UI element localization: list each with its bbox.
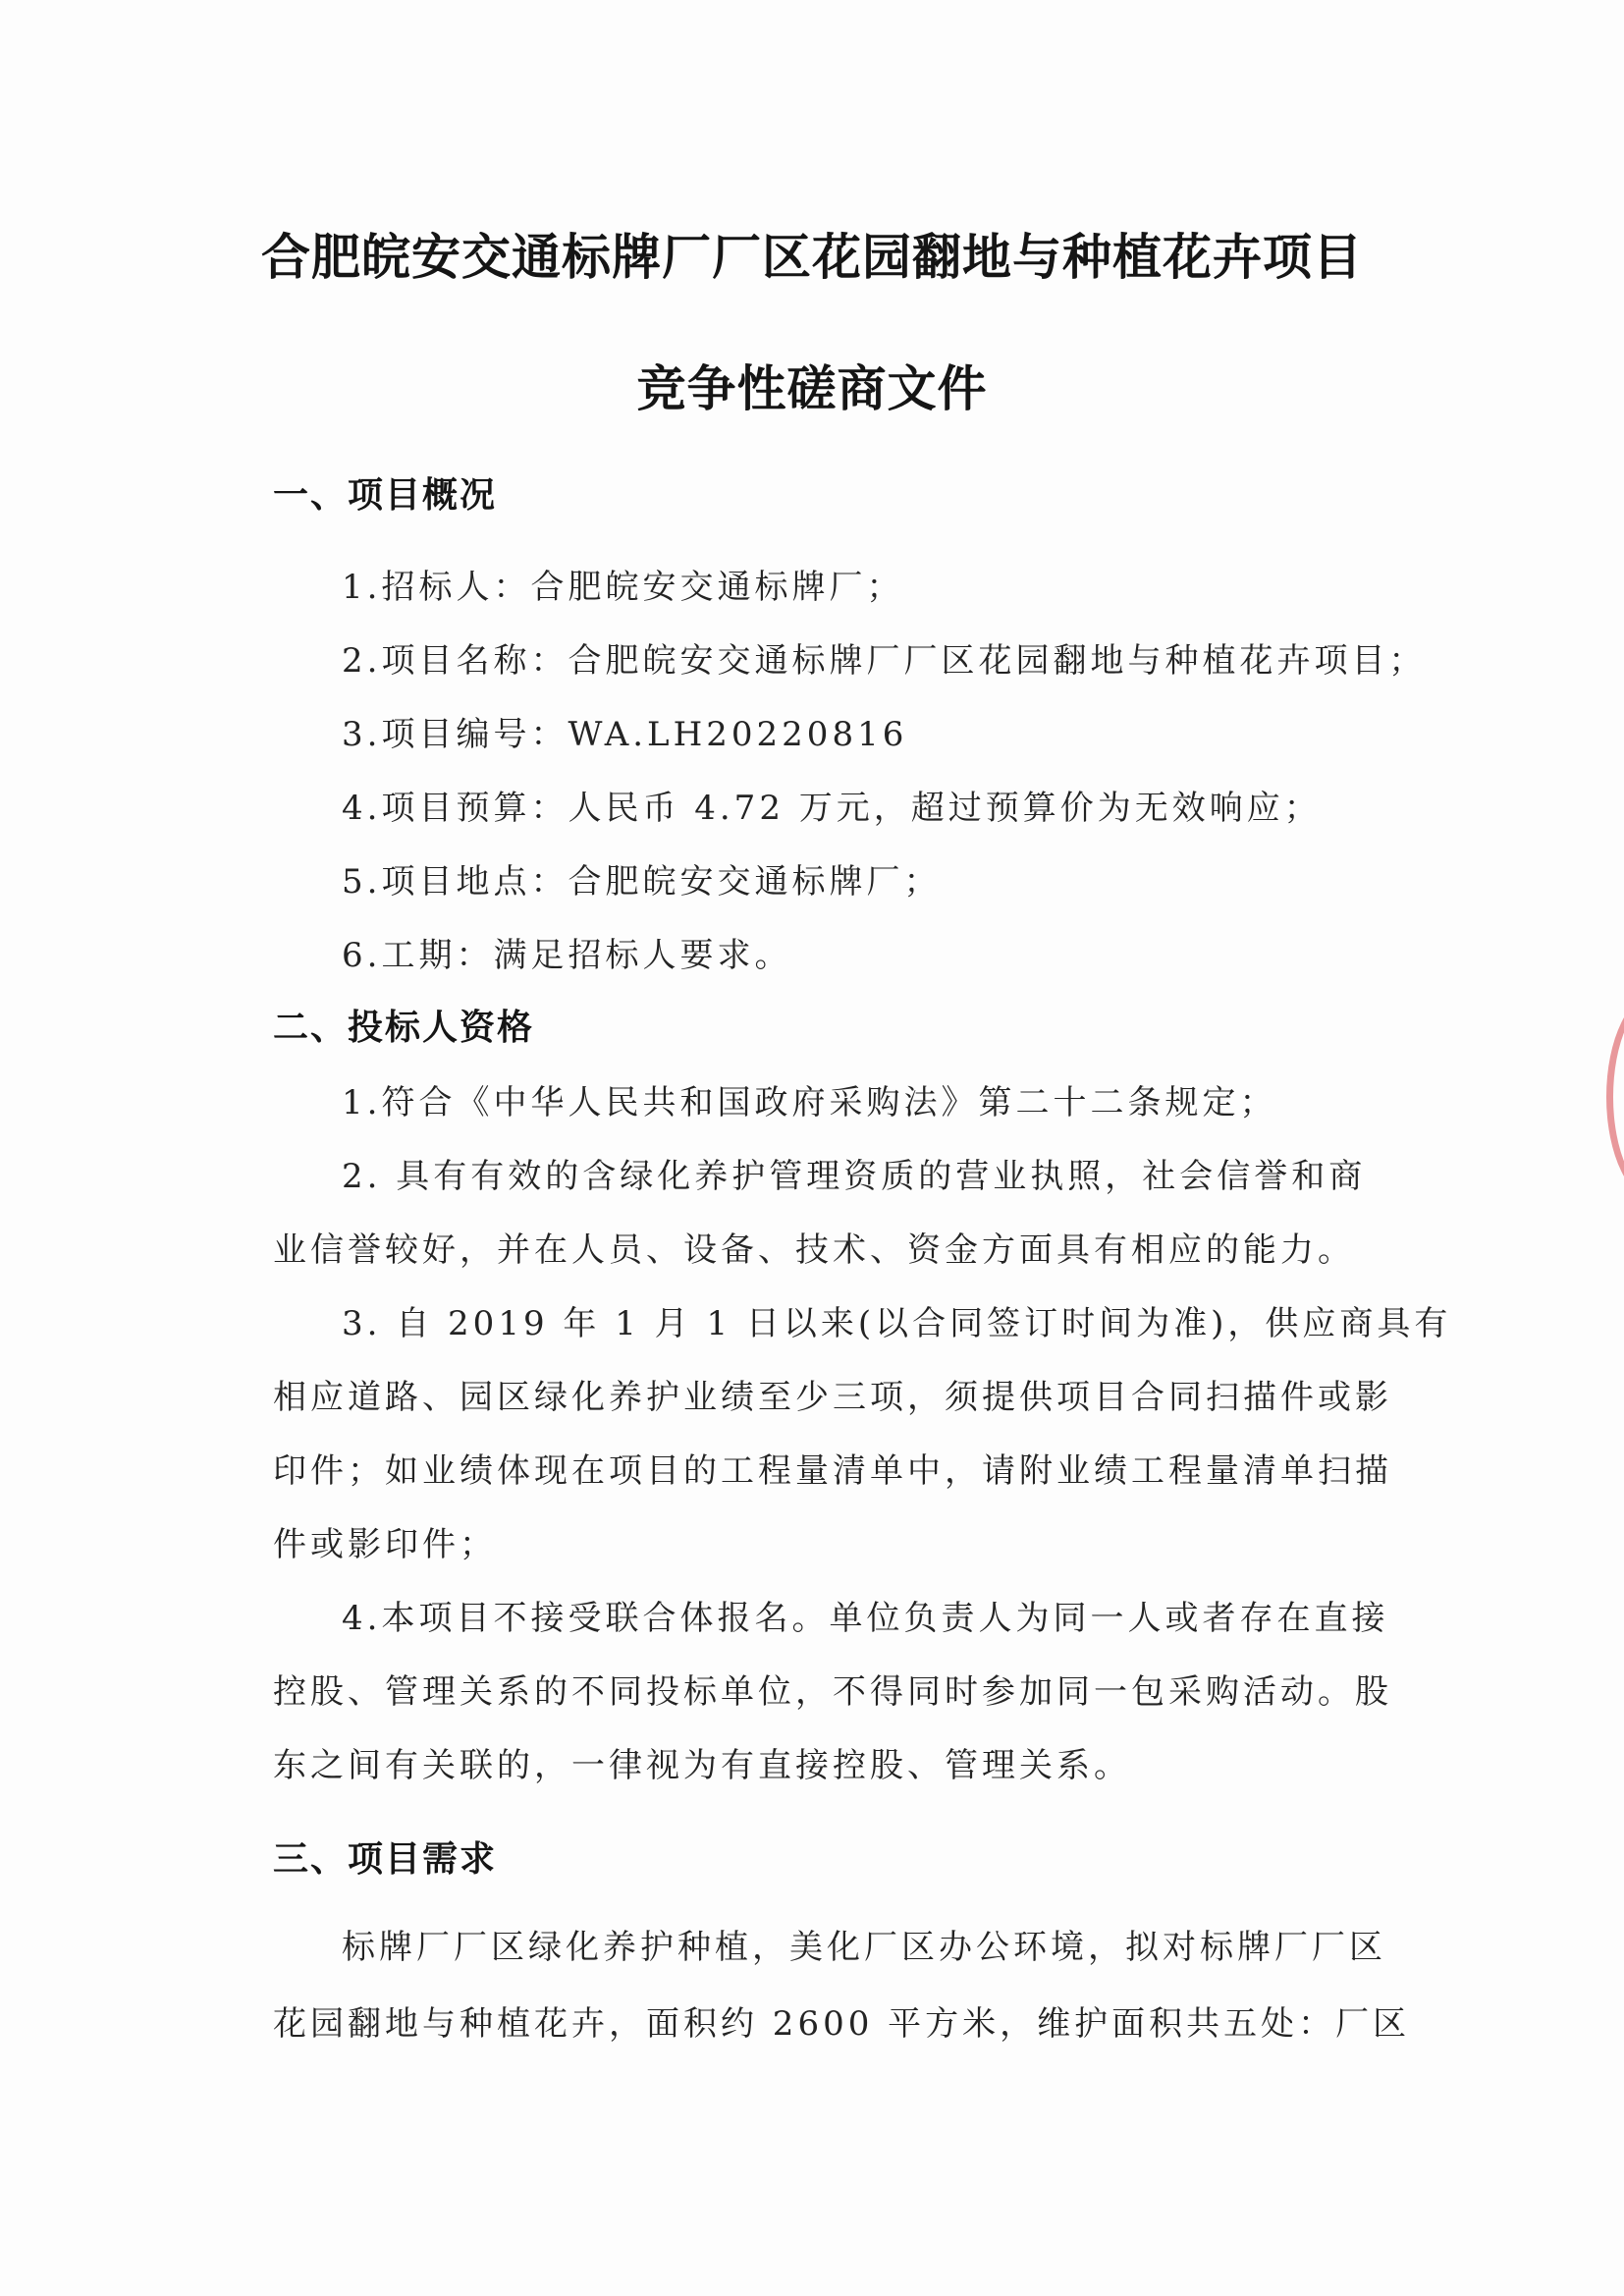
document-title-line-1: 合肥皖安交通标牌厂厂区花园翻地与种植花卉项目 xyxy=(261,229,1363,286)
overview-line-2: 2.项目名称：合肥皖安交通标牌厂厂区花园翻地与种植花卉项目； xyxy=(342,641,1427,681)
section-heading-overview: 一、项目概况 xyxy=(273,475,498,516)
requirements-line-2: 花园翻地与种植花卉，面积约 2600 平方米，维护面积共五处：厂区 xyxy=(273,2004,1411,2044)
section-heading-qualification: 二、投标人资格 xyxy=(273,1008,535,1048)
qualification-line-5: 相应道路、园区绿化养护业绩至少三项，须提供项目合同扫描件或影 xyxy=(273,1378,1392,1417)
qualification-line-10: 东之间有关联的，一律视为有直接控股、管理关系。 xyxy=(273,1746,1131,1785)
overview-line-6: 6.工期：满足招标人要求。 xyxy=(342,936,792,975)
qualification-line-8: 4.本项目不接受联合体报名。单位负责人为同一人或者存在直接 xyxy=(342,1599,1389,1638)
overview-line-5: 5.项目地点：合肥皖安交通标牌厂； xyxy=(342,862,942,902)
overview-line-1: 1.招标人：合肥皖安交通标牌厂； xyxy=(342,568,904,607)
qualification-line-4: 3. 自 2019 年 1 月 1 日以来(以合同签订时间为准)，供应商具有 xyxy=(342,1304,1452,1343)
qualification-line-9: 控股、管理关系的不同投标单位，不得同时参加同一包采购活动。股 xyxy=(273,1672,1392,1712)
qualification-line-6: 印件；如业绩体现在项目的工程量清单中，请附业绩工程量清单扫描 xyxy=(273,1451,1392,1491)
qualification-line-7: 件或影印件； xyxy=(273,1525,497,1564)
section-heading-requirements: 三、项目需求 xyxy=(273,1839,498,1880)
overview-line-4: 4.项目预算：人民币 4.72 万元，超过预算价为无效响应； xyxy=(342,789,1322,828)
requirements-line-1: 标牌厂厂区绿化养护种植，美化厂区办公环境，拟对标牌厂厂区 xyxy=(342,1928,1386,1967)
qualification-line-2: 2. 具有有效的含绿化养护管理资质的营业执照，社会信誉和商 xyxy=(342,1157,1367,1196)
overview-line-3: 3.项目编号：WA.LH20220816 xyxy=(342,715,908,754)
qualification-line-3: 业信誉较好，并在人员、设备、技术、资金方面具有相应的能力。 xyxy=(273,1230,1355,1270)
document-title-line-2: 竞争性磋商文件 xyxy=(636,360,988,417)
red-seal-stamp xyxy=(1606,992,1624,1202)
qualification-line-1: 1.符合《中华人民共和国政府采购法》第二十二条规定； xyxy=(342,1083,1277,1122)
